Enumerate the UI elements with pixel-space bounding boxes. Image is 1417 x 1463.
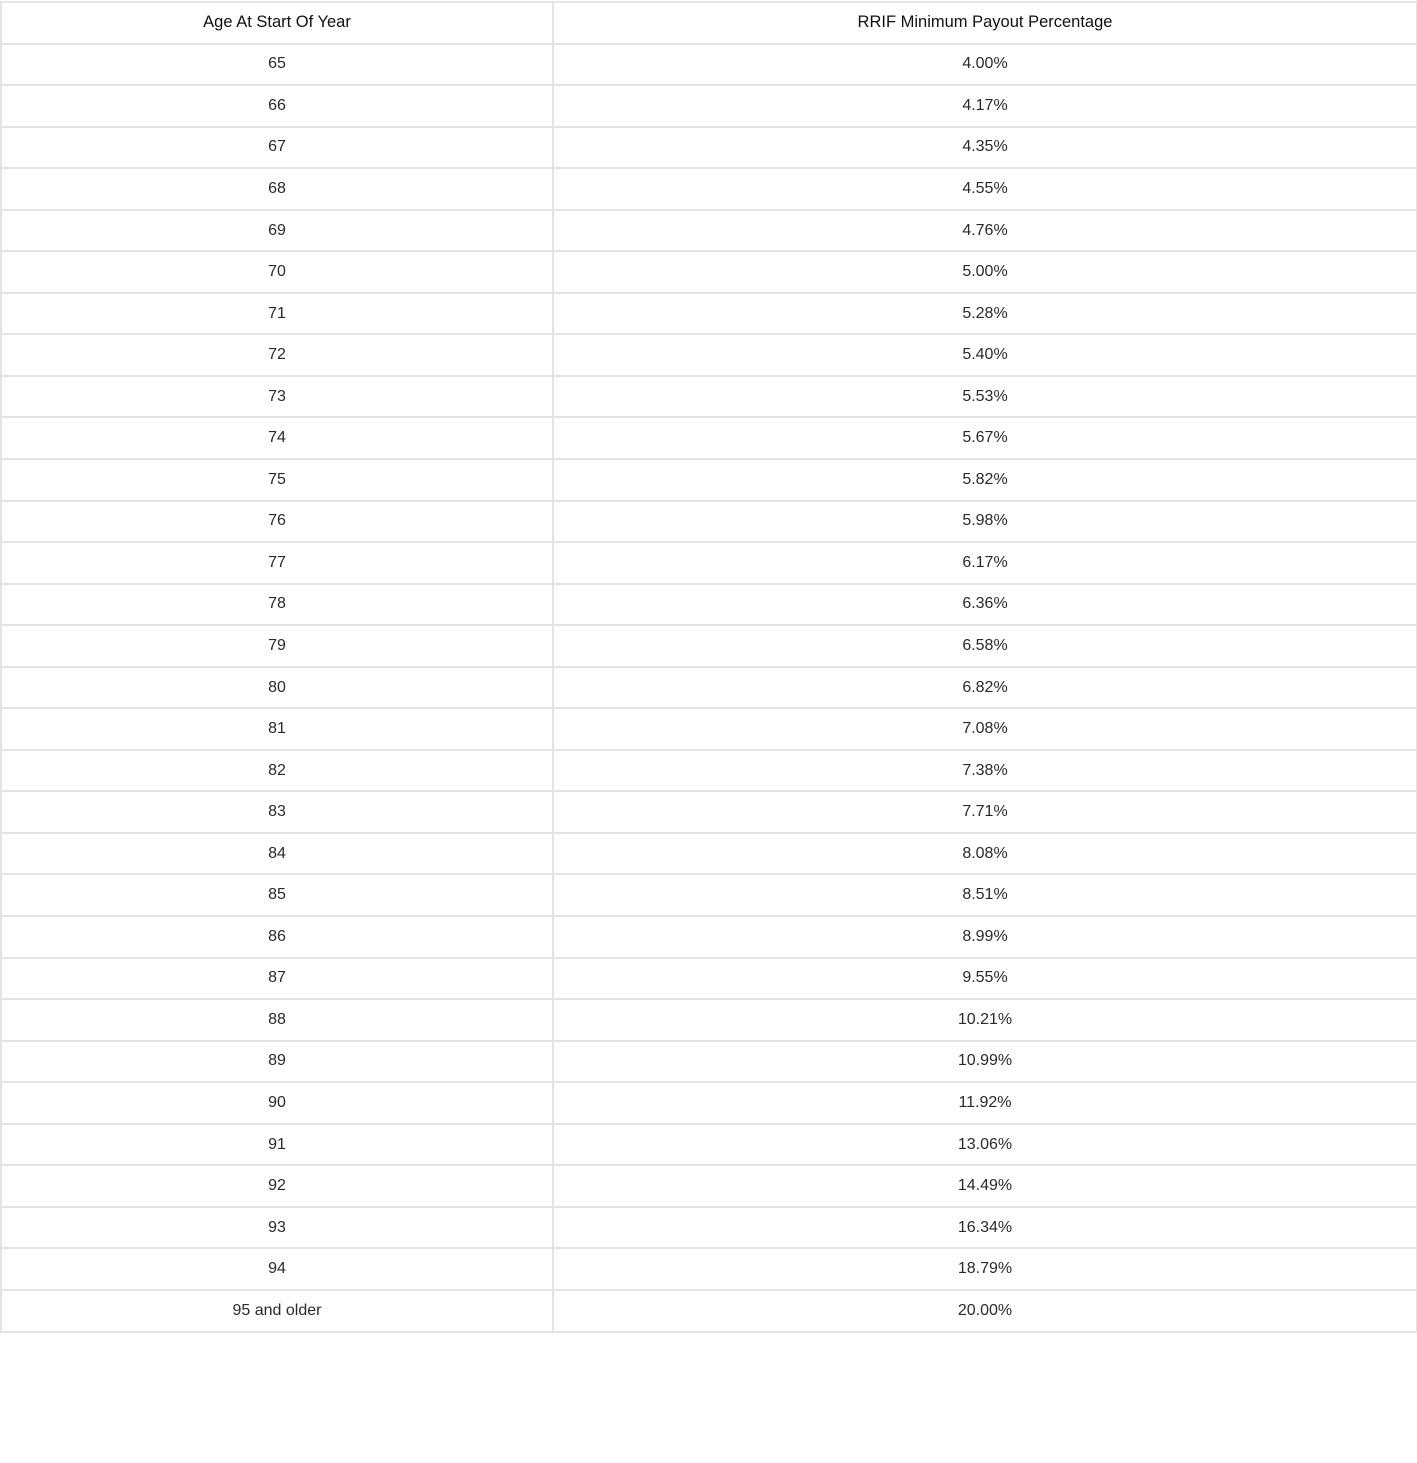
- table-row: [1, 85, 1417, 127]
- cell-payout-percentage: 5.00%: [553, 251, 1417, 293]
- cell-payout-percentage: 7.38%: [553, 750, 1417, 792]
- cell-payout-percentage: 7.08%: [553, 708, 1417, 750]
- header-row: [1, 2, 1417, 44]
- cell-age: 72: [1, 334, 553, 376]
- cell-payout-percentage: 4.55%: [553, 168, 1417, 210]
- table-row: [1, 1082, 1417, 1124]
- cell-payout-percentage: 5.53%: [553, 376, 1417, 418]
- cell-age: 76: [1, 501, 553, 543]
- cell-payout-percentage: 9.55%: [553, 958, 1417, 1000]
- cell-age: 69: [1, 210, 553, 252]
- cell-payout-percentage: 8.08%: [553, 833, 1417, 875]
- table-row: [1, 1248, 1417, 1290]
- cell-age: 65: [1, 44, 553, 86]
- cell-age: 94: [1, 1248, 553, 1290]
- cell-payout-percentage: 5.40%: [553, 334, 1417, 376]
- cell-payout-percentage: 5.67%: [553, 417, 1417, 459]
- table-body: [1, 44, 1417, 1332]
- table-row: [1, 501, 1417, 543]
- table-row: [1, 958, 1417, 1000]
- cell-age: 81: [1, 708, 553, 750]
- table-row: [1, 210, 1417, 252]
- cell-payout-percentage: 4.35%: [553, 127, 1417, 169]
- cell-age: 88: [1, 999, 553, 1041]
- table-row: [1, 874, 1417, 916]
- cell-payout-percentage: 20.00%: [553, 1290, 1417, 1332]
- table-row: [1, 999, 1417, 1041]
- table-row: [1, 1207, 1417, 1249]
- cell-age: 77: [1, 542, 553, 584]
- table-row: [1, 127, 1417, 169]
- table-row: [1, 542, 1417, 584]
- header-age: Age At Start Of Year: [1, 2, 553, 44]
- table-row: [1, 417, 1417, 459]
- cell-payout-percentage: 5.28%: [553, 293, 1417, 335]
- cell-payout-percentage: 16.34%: [553, 1207, 1417, 1249]
- table-row: [1, 791, 1417, 833]
- cell-age: 70: [1, 251, 553, 293]
- table-row: [1, 750, 1417, 792]
- cell-age: 82: [1, 750, 553, 792]
- cell-age: 67: [1, 127, 553, 169]
- cell-age: 71: [1, 293, 553, 335]
- cell-age: 91: [1, 1124, 553, 1166]
- cell-payout-percentage: 10.21%: [553, 999, 1417, 1041]
- table-row: [1, 168, 1417, 210]
- cell-age: 78: [1, 584, 553, 626]
- table-row: [1, 916, 1417, 958]
- table-row: [1, 1124, 1417, 1166]
- cell-payout-percentage: 6.82%: [553, 667, 1417, 709]
- table-header: [1, 2, 1417, 44]
- table-row: [1, 334, 1417, 376]
- cell-age: 95 and older: [1, 1290, 553, 1332]
- cell-age: 87: [1, 958, 553, 1000]
- cell-payout-percentage: 13.06%: [553, 1124, 1417, 1166]
- cell-payout-percentage: 6.17%: [553, 542, 1417, 584]
- table-row: [1, 1041, 1417, 1083]
- cell-payout-percentage: 18.79%: [553, 1248, 1417, 1290]
- cell-payout-percentage: 5.82%: [553, 459, 1417, 501]
- cell-age: 93: [1, 1207, 553, 1249]
- table-row: [1, 293, 1417, 335]
- table-row: [1, 584, 1417, 626]
- cell-payout-percentage: 11.92%: [553, 1082, 1417, 1124]
- rrif-payout-table: [0, 1, 1417, 1333]
- table-row: [1, 376, 1417, 418]
- cell-age: 89: [1, 1041, 553, 1083]
- table-row: [1, 625, 1417, 667]
- table-row: [1, 1290, 1417, 1332]
- table-row: [1, 44, 1417, 86]
- cell-payout-percentage: 6.58%: [553, 625, 1417, 667]
- cell-payout-percentage: 7.71%: [553, 791, 1417, 833]
- cell-age: 79: [1, 625, 553, 667]
- cell-age: 74: [1, 417, 553, 459]
- table-row: [1, 1165, 1417, 1207]
- cell-age: 85: [1, 874, 553, 916]
- cell-age: 90: [1, 1082, 553, 1124]
- table-row: [1, 833, 1417, 875]
- table-row: [1, 708, 1417, 750]
- cell-age: 86: [1, 916, 553, 958]
- cell-age: 73: [1, 376, 553, 418]
- cell-payout-percentage: 5.98%: [553, 501, 1417, 543]
- cell-age: 84: [1, 833, 553, 875]
- table-row: [1, 667, 1417, 709]
- cell-age: 66: [1, 85, 553, 127]
- cell-payout-percentage: 8.51%: [553, 874, 1417, 916]
- header-payout-percentage: RRIF Minimum Payout Percentage: [553, 2, 1417, 44]
- rrif-table-container: [0, 1, 1416, 1333]
- cell-payout-percentage: 10.99%: [553, 1041, 1417, 1083]
- cell-age: 68: [1, 168, 553, 210]
- cell-age: 92: [1, 1165, 553, 1207]
- table-row: [1, 251, 1417, 293]
- table-row: [1, 459, 1417, 501]
- cell-age: 83: [1, 791, 553, 833]
- cell-payout-percentage: 8.99%: [553, 916, 1417, 958]
- cell-payout-percentage: 4.00%: [553, 44, 1417, 86]
- cell-payout-percentage: 4.17%: [553, 85, 1417, 127]
- cell-payout-percentage: 4.76%: [553, 210, 1417, 252]
- cell-payout-percentage: 14.49%: [553, 1165, 1417, 1207]
- cell-age: 80: [1, 667, 553, 709]
- cell-payout-percentage: 6.36%: [553, 584, 1417, 626]
- cell-age: 75: [1, 459, 553, 501]
